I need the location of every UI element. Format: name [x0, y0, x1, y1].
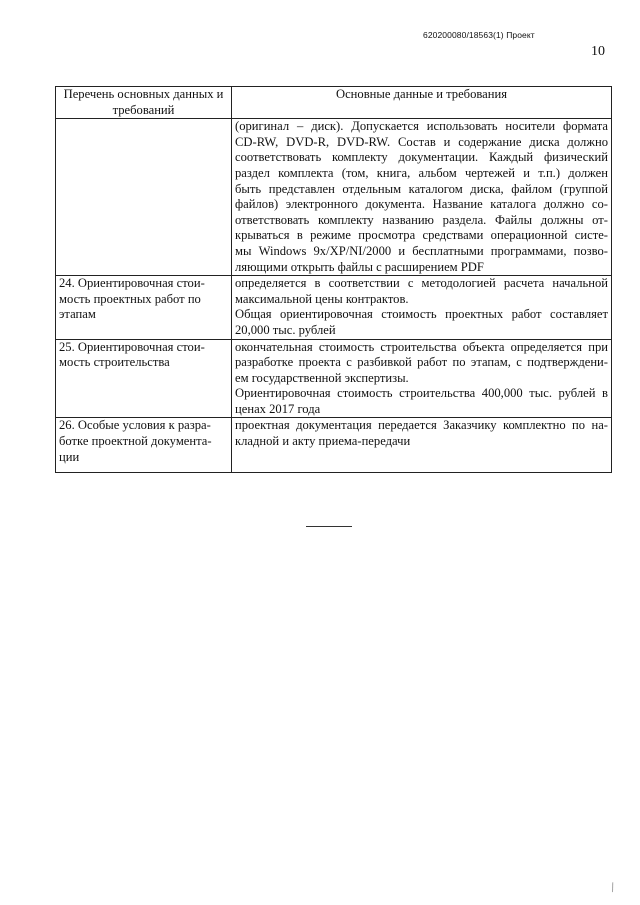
- text-line: разработке проекта с разбивкой работ по этапам, с подтверждени-: [235, 355, 608, 370]
- initials-mark: ⁄: [607, 880, 618, 894]
- text-line: 20,000 тыс. рублей: [235, 322, 336, 337]
- row-content: [232, 418, 612, 473]
- text-line: CD-RW, DVD-R, DVD-RW. Состав и содержание диска должно: [235, 134, 608, 149]
- text-line: быть представлен отдельным каталогом диска, файлом (группой: [235, 181, 608, 196]
- text-line: Общая ориентировочная стоимость проектных работ составляет: [235, 307, 608, 322]
- text-line: мы Windows 9x/XP/NI/2000 и бесплатными программами, позво-: [235, 243, 608, 258]
- label-line: мость строительства: [59, 355, 170, 370]
- text-line: проектная документация передается Заказчику комплектно по на-: [235, 418, 608, 433]
- row-label: [56, 418, 232, 473]
- text-line: соответствовать комплекту документации. Каждый физический: [235, 150, 608, 165]
- requirements-table: [55, 86, 612, 473]
- table-header-row: [56, 87, 612, 119]
- label-line: ции: [59, 449, 80, 464]
- row-content: [232, 119, 612, 276]
- column-header-line: Перечень основных данных и: [63, 87, 224, 101]
- column-header-line: требований: [112, 102, 175, 117]
- row-label: [56, 339, 232, 418]
- table-row-25: [56, 339, 612, 418]
- text-line: ответствовать комплекту названию раздела. Файлы должны от-: [235, 212, 608, 227]
- text-line: кладной и акту приема-передачи: [235, 434, 411, 449]
- table-row-26: [56, 418, 612, 473]
- column-header-list: [56, 87, 232, 119]
- column-header-requirements: Основные данные и требования: [232, 87, 612, 119]
- page-number: 10: [591, 44, 605, 59]
- text-line: Ориентировочная стоимость строительства 400,000 тыс. рублей в: [235, 386, 608, 401]
- end-of-document-rule: [306, 526, 352, 527]
- label-line: 25. Ориентировочная стои-: [59, 339, 205, 354]
- text-line: файлов) электронного документа. Название каталога должно со-: [235, 197, 608, 212]
- label-line: ботке проектной документа-: [59, 434, 212, 449]
- text-line: ем государственной экспертизы.: [235, 370, 409, 385]
- text-line: окончательная стоимость строительства объекта определяется при: [235, 339, 608, 354]
- row-content: [232, 339, 612, 418]
- text-line: ляющими открыть файлы с расширением PDF: [235, 259, 484, 274]
- label-line: этапам: [59, 307, 96, 322]
- text-line: крываться в режиме просмотра средствами операционной систе-: [235, 228, 608, 243]
- label-line: мость проектных работ по: [59, 291, 201, 306]
- text-line: максимальной цены контрактов.: [235, 291, 409, 306]
- text-line: (оригинал – диск). Допускается использовать носители формата: [235, 119, 608, 134]
- row-content: [232, 276, 612, 339]
- row-label-empty: [56, 119, 232, 276]
- label-line: 26. Особые условия к разра-: [59, 418, 211, 433]
- text-line: определяется в соответствии с методологией расчета начальной: [235, 276, 608, 291]
- document-id: 620200080/18563(1) Проект: [423, 30, 535, 40]
- text-line: ценах 2017 года: [235, 401, 321, 416]
- text-line: раздел комплекта (том, книга, альбом чертежей и т.п.) должен: [235, 165, 608, 180]
- table-row-continuation: [56, 119, 612, 276]
- row-label: [56, 276, 232, 339]
- label-line: 24. Ориентировочная стои-: [59, 276, 205, 291]
- table-row-24: [56, 276, 612, 339]
